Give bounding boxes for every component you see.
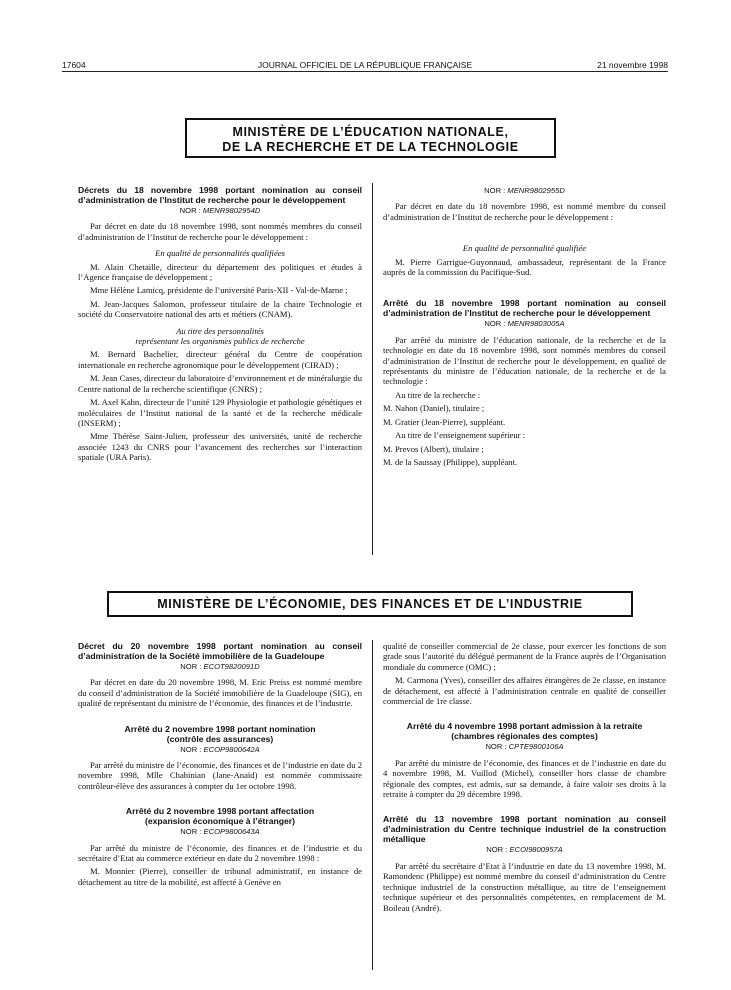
nor-label: NOR : <box>485 742 507 752</box>
nor-reference <box>383 319 666 329</box>
section-subheading: Au titre des personnalités <box>176 325 264 336</box>
paragraph: M. Pierre Garrigue-Guyonnaud, ambassadeur, représentant de la France auprès de la commission du Pacifique-Sud. <box>383 256 666 278</box>
paragraph: Au titre de l’enseignement supérieur : <box>395 430 526 441</box>
nor-code: MENR9802955D <box>507 186 565 195</box>
section-subheading: En qualité de personnalité qualifiée <box>462 243 587 254</box>
page-number: 17604 <box>62 60 86 70</box>
ministry-economy-title: MINISTÈRE DE L’ÉCONOMIE, DES FINANCES ET DE L’INDUSTRIE <box>157 597 583 611</box>
paragraph: M. Monnier (Pierre), conseiller de tribunal administratif, en instance de détachement au titre de la mobilité, est affecté à Genève en <box>78 866 362 887</box>
issue-date: 21 novembre 1998 <box>597 60 668 70</box>
paragraph: Par arrêté du secrétaire d’Etat à l’industrie en date du 13 novembre 1998, M. Ramondenc (Philippe) est nommé membre du conseil d’administration du Centre technique industriel de la construction métallique, au titre de l’enseignement technique supérieur et des personnalités compétentes, en remplacement de M. Boileau (André). <box>383 860 666 913</box>
list-item: M. de la Saussay (Philippe), suppléant. <box>383 456 518 467</box>
spacer <box>383 225 666 237</box>
spacer <box>383 280 666 298</box>
paragraph: Mme Thérèse Saint-Julien, professeur des universités, unité de recherche associée 1243 du CNRS pour l’avancement des recherches sur l’interaction spatiale (URA Paris). <box>78 431 362 463</box>
paragraph: M. Jean Cases, directeur du laboratoire d’environnement et de minéralurgie du Centre national de la recherche scientifique (CNRS) ; <box>78 373 362 394</box>
nor-reference <box>78 745 362 755</box>
ministry-education-line2: DE LA RECHERCHE ET DE LA TECHNOLOGIE <box>222 140 519 154</box>
paragraph: qualité de conseiller commercial de 2e classe, pour exercer les fonctions de son grade sous l’autorité du délégué permanent de la France auprès de l’Organisation mondiale du commerce (OMC) ; <box>383 641 666 672</box>
paragraph: Par décret en date du 18 novembre 1998, sont nommés membres du conseil d’administration de l’Institut de recherche pour le développement : <box>78 221 362 242</box>
nor-code: ECOI9800957A <box>509 845 563 855</box>
nor-code: ECOP9800643A <box>203 827 260 837</box>
nor-label: NOR : <box>486 845 508 855</box>
decree-18-nov-title: Décrets du 18 novembre 1998 portant nomination au conseil d’administration de l’Institut de recherche pour le développement <box>78 185 362 205</box>
list-item: M. Gratier (Jean-Pierre), suppléant. <box>383 416 506 427</box>
ministry-education-box <box>185 118 556 158</box>
header-rule <box>62 71 668 72</box>
nor-code: ECOT9820091D <box>203 662 260 671</box>
arrete-2-nov-nomination-title: Arrêté du 2 novembre 1998 portant nomination <box>124 723 316 734</box>
arrete-4-nov-subtitle: (chambres régionales des comptes) <box>451 731 598 742</box>
ministry-education-line1: MINISTÈRE DE L’ÉDUCATION NATIONALE, <box>232 125 509 139</box>
decree-20-nov-title: Décret du 20 novembre 1998 portant nomination au conseil d’administration de la Société immobilière de la Guadeloupe <box>78 641 362 661</box>
paragraph: M. Alain Chetaille, directeur du département des politiques et études à l’Agence française de développement ; <box>78 261 362 283</box>
section-subheading: représentant les organismes publics de recherche <box>135 336 305 347</box>
paragraph: Mme Hélène Lamicq, présidente de l’université Paris-XII - Val-de-Marne ; <box>90 285 348 296</box>
nor-label: NOR : <box>179 206 201 215</box>
spacer <box>78 794 362 806</box>
section-subheading: En qualité de personnalités qualifiées <box>155 248 285 259</box>
paragraph: M. Carmona (Yves), conseiller des affaires étrangères de 2e classe, en instance de détachement, est affecté à l’administration centrale en qualité de conseiller commercial de 1re classe. <box>383 675 666 707</box>
nor-reference <box>78 662 362 672</box>
journal-title: JOURNAL OFFICIEL DE LA RÉPUBLIQUE FRANÇAISE <box>257 60 473 70</box>
nor-label: NOR : <box>180 662 202 671</box>
column-divider <box>372 640 373 970</box>
column-divider <box>372 183 373 555</box>
paragraph: M. Axel Kahn, directeur de l’unité 129 Physiologie et pathologie génétiques et moléculaires de l’Institut national de la santé et de la recherche médicale (INSERM) ; <box>78 397 362 428</box>
list-item: M. Prevos (Albert), titulaire ; <box>383 443 484 454</box>
nor-code: MENR9802954D <box>202 206 261 215</box>
arrete-2-nov-affectation-title: Arrêté du 2 novembre 1998 portant affectation <box>125 806 315 817</box>
paragraph: Par décret en date du 20 novembre 1998, M. Eric Preiss est nommé membre du conseil d’administration de la Société immobilière de la Guadeloupe (SIG), en qualité de représentant du ministre de l’économie, des finances et de l’industrie. <box>78 677 362 709</box>
list-item: M. Nahon (Daniel), titulaire ; <box>383 403 485 414</box>
nor-code: CPTE9800106A <box>508 742 564 752</box>
spacer <box>383 802 666 814</box>
nor-label: NOR : <box>484 186 506 195</box>
right-column-bottom <box>383 641 666 916</box>
nor-reference <box>383 742 666 752</box>
paragraph: Au titre de la recherche : <box>395 389 481 400</box>
right-column-top <box>383 185 666 470</box>
paragraph: M. Bernard Bachelier, directeur général du Centre de coopération internationale en recherche agronomique pour le développement (CIRAD) ; <box>78 349 362 370</box>
nor-reference <box>383 845 666 855</box>
nor-label: NOR : <box>180 744 202 754</box>
arrete-4-nov-title: Arrêté du 4 novembre 1998 portant admission à la retraite <box>406 721 643 732</box>
paragraph: Par arrêté du ministre de l’éducation nationale, de la recherche et de la technologie en date du 18 novembre 1998, sont nommés membres du conseil d’administration de l’Institut de recherche pour le développement, en qualité de représentants du ministre de l’éducation nationale, de la recherche et de la technologie : <box>383 334 666 387</box>
nor-reference <box>78 827 362 837</box>
paragraph: M. Jean-Jacques Salomon, professeur titulaire de la chaire Technologie et société du Conservatoire national des arts et métiers (CNAM). <box>78 298 362 320</box>
spacer <box>383 709 666 721</box>
nor-code: MENR9803005A <box>507 319 565 329</box>
paragraph: Par arrêté du ministre de l’économie, des finances et de l’industrie et du secrétaire d’Etat au commerce extérieur en date du 2 novembre 1998 : <box>78 842 362 864</box>
ministry-economy-box <box>107 591 633 617</box>
nor-label: NOR : <box>180 827 202 837</box>
arrete-2-nov-affectation-subtitle: (expansion économique à l’étranger) <box>145 816 295 827</box>
left-column-top <box>78 185 362 466</box>
arrete-13-nov-title: Arrêté du 13 novembre 1998 portant nomination au conseil d’administration du Centre technique industriel de la construction métallique <box>383 814 666 845</box>
left-column-bottom <box>78 641 362 890</box>
spacer <box>78 712 362 724</box>
nor-label: NOR : <box>484 319 506 329</box>
nor-code: ECOP9800642A <box>203 744 260 754</box>
nor-reference <box>78 206 362 216</box>
paragraph: Par arrêté du ministre de l’économie, des finances et de l’industrie en date du 4 novembre 1998, M. Vuillod (Michel), conseiller hors classe de chambre régionale des comptes, est admis, sur sa demande, à faire valoir ses droits à la retraite à compter du 29 décembre 1998. <box>383 757 666 800</box>
arrete-2-nov-nomination-subtitle: (contrôle des assurances) <box>166 733 274 744</box>
nor-reference <box>383 186 666 196</box>
paragraph: Par arrêté du ministre de l’économie, des finances et de l’industrie en date du 2 novembre 1998, Mlle Chahinian (Jane-Anaïd) est nommée commissaire contrôleur-élève des assurances à compter du 1er octobre 1998. <box>78 760 362 791</box>
paragraph: Par décret en date du 18 novembre 1998, est nommé membre du conseil d’administration de l’Institut de recherche pour le développement : <box>383 201 666 222</box>
arrete-18-nov-title: Arrêté du 18 novembre 1998 portant nomination au conseil d’administration de l’Institut de recherche pour le développement <box>383 298 666 319</box>
